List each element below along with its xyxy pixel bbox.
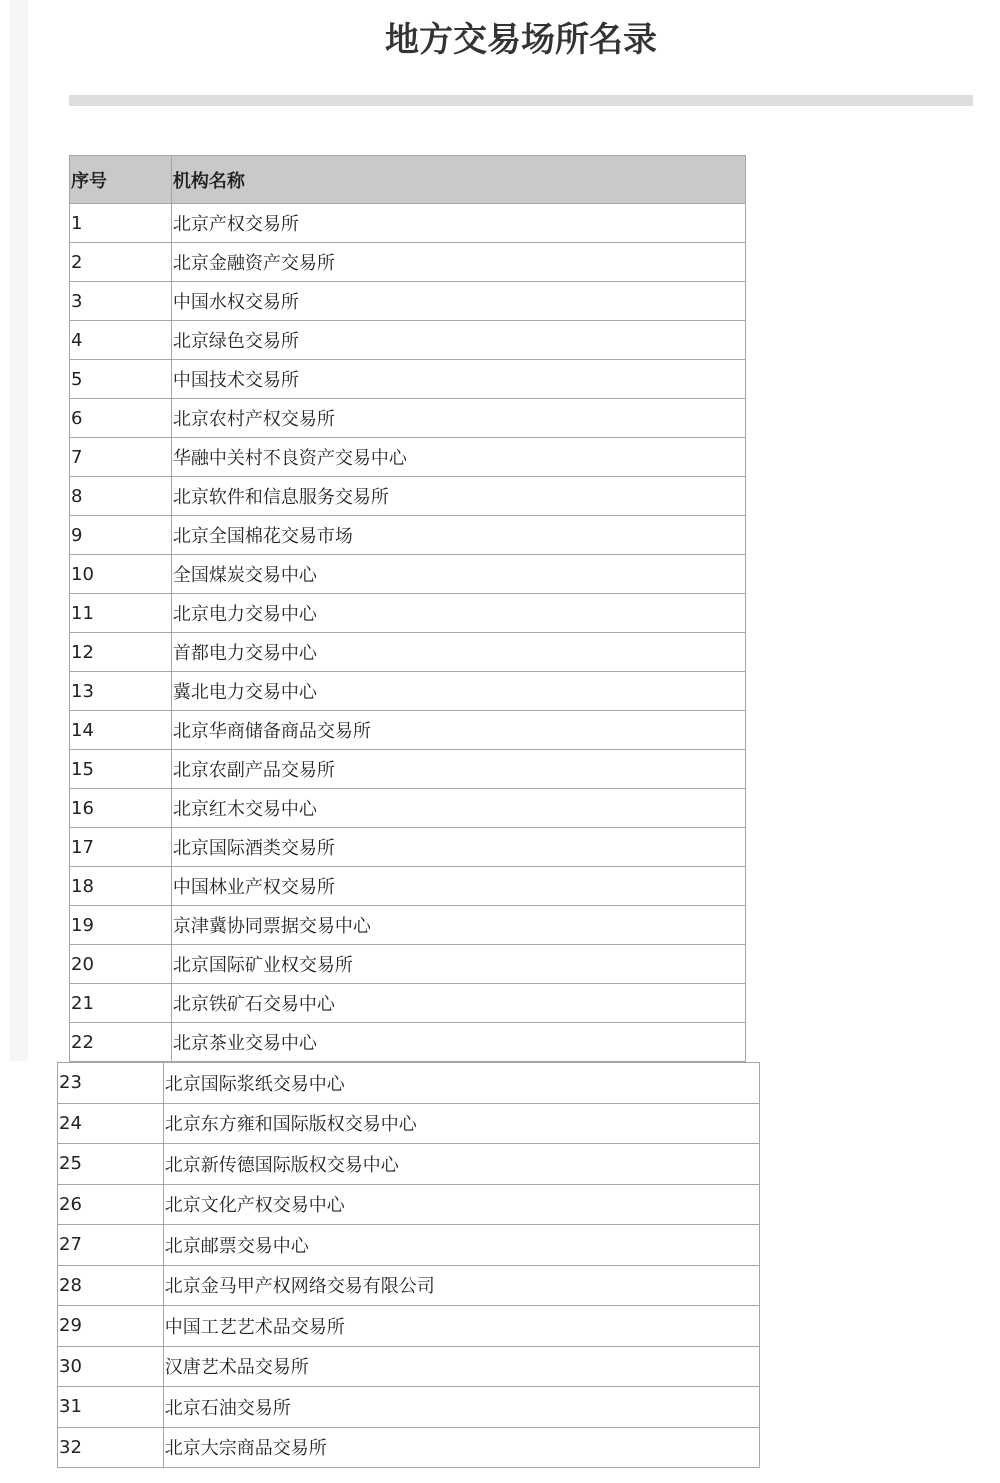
- table-row: [70, 828, 746, 867]
- table-row: [70, 906, 746, 945]
- row-index: 23: [58, 1063, 164, 1104]
- table-row: [70, 477, 746, 516]
- row-index: 21: [70, 984, 172, 1023]
- table-row: [70, 282, 746, 321]
- row-index: 6: [70, 399, 172, 438]
- table-row: [58, 1225, 760, 1266]
- row-institution-name: 北京茶业交易中心: [171, 1023, 745, 1062]
- row-index: 31: [58, 1387, 164, 1428]
- row-index: 28: [58, 1265, 164, 1306]
- table-row: [70, 867, 746, 906]
- row-institution-name: 北京新传德国际版权交易中心: [163, 1144, 759, 1185]
- row-institution-name: 北京产权交易所: [171, 204, 745, 243]
- row-institution-name: 北京邮票交易中心: [163, 1225, 759, 1266]
- left-margin-strip: [10, 0, 28, 1061]
- header-institution-name: 机构名称: [171, 156, 745, 204]
- row-index: 13: [70, 672, 172, 711]
- row-institution-name: 中国技术交易所: [171, 360, 745, 399]
- row-index: 12: [70, 633, 172, 672]
- row-index: 3: [70, 282, 172, 321]
- table-body-part-1: [70, 204, 746, 1062]
- row-institution-name: 冀北电力交易中心: [171, 672, 745, 711]
- table-row: [58, 1103, 760, 1144]
- table-row: [70, 789, 746, 828]
- row-institution-name: 首都电力交易中心: [171, 633, 745, 672]
- table-row: [70, 360, 746, 399]
- row-index: 20: [70, 945, 172, 984]
- row-institution-name: 北京国际浆纸交易中心: [163, 1063, 759, 1104]
- exchange-list-table-part-2: [57, 1062, 760, 1468]
- row-index: 25: [58, 1144, 164, 1185]
- row-institution-name: 北京铁矿石交易中心: [171, 984, 745, 1023]
- row-institution-name: 北京绿色交易所: [171, 321, 745, 360]
- row-index: 2: [70, 243, 172, 282]
- row-index: 5: [70, 360, 172, 399]
- row-institution-name: 北京石油交易所: [163, 1387, 759, 1428]
- table-body-part-2: [58, 1063, 760, 1468]
- row-index: 29: [58, 1306, 164, 1347]
- row-institution-name: 北京国际矿业权交易所: [171, 945, 745, 984]
- row-index: 32: [58, 1427, 164, 1468]
- row-index: 11: [70, 594, 172, 633]
- table-row: [70, 594, 746, 633]
- table-row: [58, 1346, 760, 1387]
- table-row: [70, 438, 746, 477]
- table-row: [70, 984, 746, 1023]
- row-institution-name: 北京大宗商品交易所: [163, 1427, 759, 1468]
- row-index: 9: [70, 516, 172, 555]
- row-institution-name: 京津冀协同票据交易中心: [171, 906, 745, 945]
- table-row: [70, 555, 746, 594]
- row-institution-name: 北京文化产权交易中心: [163, 1184, 759, 1225]
- row-institution-name: 北京农村产权交易所: [171, 399, 745, 438]
- row-institution-name: 北京金马甲产权网络交易有限公司: [163, 1265, 759, 1306]
- row-index: 30: [58, 1346, 164, 1387]
- row-index: 10: [70, 555, 172, 594]
- table-row: [70, 516, 746, 555]
- row-institution-name: 北京金融资产交易所: [171, 243, 745, 282]
- table-row: [58, 1265, 760, 1306]
- row-institution-name: 中国林业产权交易所: [171, 867, 745, 906]
- table-row: [70, 711, 746, 750]
- table-row: [70, 750, 746, 789]
- table-row: [70, 321, 746, 360]
- row-institution-name: 北京华商储备商品交易所: [171, 711, 745, 750]
- table-row: [70, 945, 746, 984]
- table-row: [58, 1144, 760, 1185]
- table-row: [58, 1427, 760, 1468]
- row-index: 16: [70, 789, 172, 828]
- row-institution-name: 北京农副产品交易所: [171, 750, 745, 789]
- row-index: 17: [70, 828, 172, 867]
- row-index: 8: [70, 477, 172, 516]
- table-row: [58, 1387, 760, 1428]
- row-index: 26: [58, 1184, 164, 1225]
- row-index: 24: [58, 1103, 164, 1144]
- row-index: 1: [70, 204, 172, 243]
- table-row: [58, 1306, 760, 1347]
- row-index: 15: [70, 750, 172, 789]
- table-row: [70, 672, 746, 711]
- row-institution-name: 华融中关村不良资产交易中心: [171, 438, 745, 477]
- row-institution-name: 北京国际酒类交易所: [171, 828, 745, 867]
- row-index: 4: [70, 321, 172, 360]
- row-index: 22: [70, 1023, 172, 1062]
- row-index: 7: [70, 438, 172, 477]
- page-title: 地方交易场所名录: [385, 20, 657, 60]
- table-row: [70, 1023, 746, 1062]
- row-institution-name: 北京红木交易中心: [171, 789, 745, 828]
- exchange-list-table-part-1: [69, 155, 746, 1062]
- row-institution-name: 全国煤炭交易中心: [171, 555, 745, 594]
- table-row: [70, 399, 746, 438]
- table-row: [70, 204, 746, 243]
- row-index: 19: [70, 906, 172, 945]
- table-header-row: [70, 156, 746, 204]
- row-index: 18: [70, 867, 172, 906]
- row-institution-name: 中国工艺艺术品交易所: [163, 1306, 759, 1347]
- row-index: 27: [58, 1225, 164, 1266]
- table-row: [58, 1063, 760, 1104]
- row-index: 14: [70, 711, 172, 750]
- table-row: [70, 633, 746, 672]
- row-institution-name: 北京电力交易中心: [171, 594, 745, 633]
- row-institution-name: 北京全国棉花交易市场: [171, 516, 745, 555]
- row-institution-name: 北京东方雍和国际版权交易中心: [163, 1103, 759, 1144]
- title-divider-bar: [69, 95, 973, 106]
- row-institution-name: 汉唐艺术品交易所: [163, 1346, 759, 1387]
- table-row: [58, 1184, 760, 1225]
- header-index: 序号: [70, 156, 172, 204]
- table-row: [70, 243, 746, 282]
- row-institution-name: 北京软件和信息服务交易所: [171, 477, 745, 516]
- row-institution-name: 中国水权交易所: [171, 282, 745, 321]
